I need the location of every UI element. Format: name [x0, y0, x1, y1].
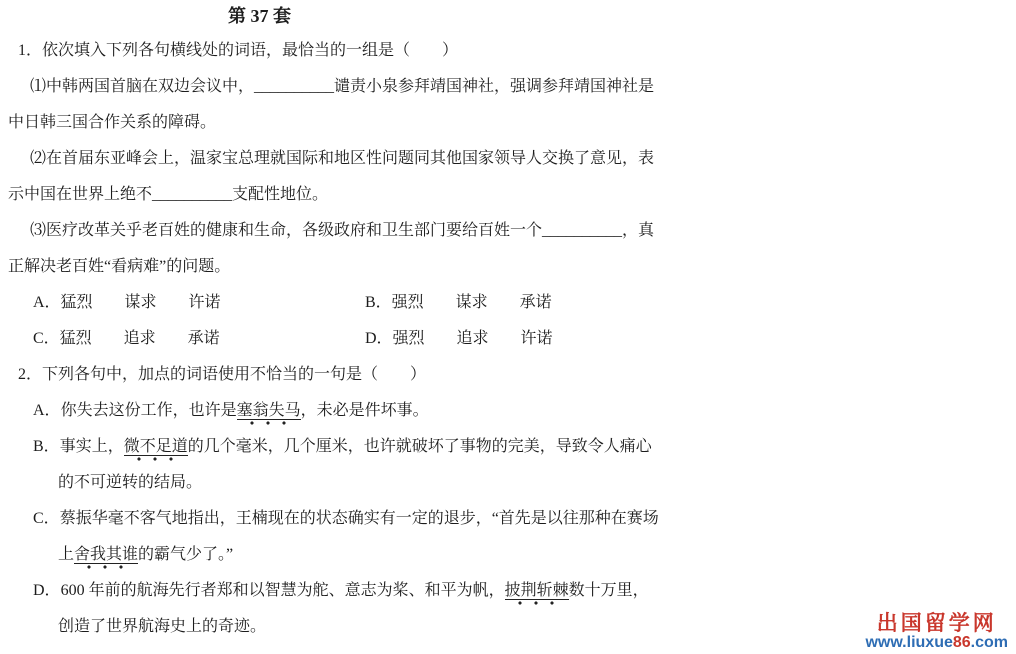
watermark-site-url: [865, 635, 1008, 652]
q2-option-d-line2-text: 创造了世界航海史上的奇迹。: [58, 618, 267, 635]
q2-stem: 2．下列各句中，加点的词语使用不恰当的一句是（ ）: [18, 366, 427, 383]
q2-option-d-emphasized-idiom: 披荆斩棘: [504, 582, 569, 599]
q2-option-d-pre: 600 年前的航海先行者郑和以智慧为舵、意志为桨、和平为帆，: [60, 582, 505, 599]
q2-option-c-emphasized-idiom: 舍我其谁: [74, 546, 139, 563]
watermark-url-86: 86: [952, 634, 971, 652]
q2-option-b-line2-text: 的不可逆转的结局。: [58, 474, 203, 491]
q2-option-b-post: 的几个毫米，几个厘米，也许就破坏了事物的完美，导致令人痛心: [187, 438, 652, 455]
q1-item3-line1: ⑶医疗改革关乎老百姓的健康和生命，各级政府和卫生部门要给百姓一个__________，真: [30, 222, 655, 239]
q2-option-b-emphasized-idiom: 微不足道: [123, 438, 188, 455]
q2-option-b-pre: 事实上，: [59, 438, 124, 455]
watermark-url-prefix: www.liuxue: [865, 634, 953, 652]
q2-option-d-label: D．: [33, 582, 61, 599]
q1-item2-line1: ⑵在首届东亚峰会上，温家宝总理就国际和地区性问题同其他国家领导人交换了意见，表: [30, 150, 655, 167]
watermark-site-name: 出国留学网: [876, 612, 997, 636]
q2-option-b-label: B．: [33, 438, 60, 455]
q2-option-d-line1: [0, 573, 1016, 609]
q2-option-c-line2: [0, 537, 1016, 573]
watermark-url-suffix: .com: [970, 634, 1008, 652]
q1-item2-line2: 示中国在世界上绝不__________支配性地位。: [8, 186, 329, 203]
q1-options-row-ab: [0, 285, 1016, 321]
q2-option-b-line2: [0, 465, 1016, 501]
q2-option-d-post: 数十万里，: [568, 582, 649, 599]
page-title: 第 37 套: [228, 6, 291, 26]
q1-option-a: A．猛烈 谋求 许诺: [33, 294, 221, 311]
q2-option-c-line2-post: 的霸气少了。”: [138, 546, 234, 563]
q1-option-d: D．强烈 追求 许诺: [365, 330, 553, 347]
q2-option-a-pre: 你失去这份工作，也许是: [60, 402, 237, 419]
q1-item1-line2: 中日韩三国合作关系的障碍。: [8, 114, 217, 131]
q2-option-a-label: A．: [33, 402, 61, 419]
watermark-logo: [865, 613, 1008, 652]
q1-option-b: B．强烈 谋求 承诺: [365, 294, 552, 311]
q2-option-c-line2-pre: 上: [58, 546, 75, 563]
q2-option-a-emphasized-idiom: 塞翁失马: [236, 402, 301, 419]
q2-option-a-post: ，未必是件坏事。: [300, 402, 429, 419]
q2-option-a: [0, 393, 1016, 429]
q1-stem: 1．依次填入下列各句横线处的词语，最恰当的一组是（ ）: [18, 42, 459, 59]
q2-option-c-label: C．: [33, 510, 60, 527]
q2-option-c-line1: [0, 501, 1016, 537]
q1-options-row-cd: [0, 321, 1016, 357]
q2-option-b-line1: [0, 429, 1016, 465]
q1-item1-line1: ⑴中韩两国首脑在双边会议中，__________谴责小泉参拜靖国神社，强调参拜靖国神社是: [30, 78, 655, 95]
q1-option-c: C．猛烈 追求 承诺: [33, 330, 220, 347]
q2-option-c-line1-text: 蔡振华毫不客气地指出，王楠现在的状态确实有一定的退步，“首先是以往那种在赛场: [59, 510, 659, 527]
q1-item3-line2: 正解决老百姓“看病难”的问题。: [8, 258, 231, 275]
q2-option-d-line2: [0, 609, 1016, 645]
